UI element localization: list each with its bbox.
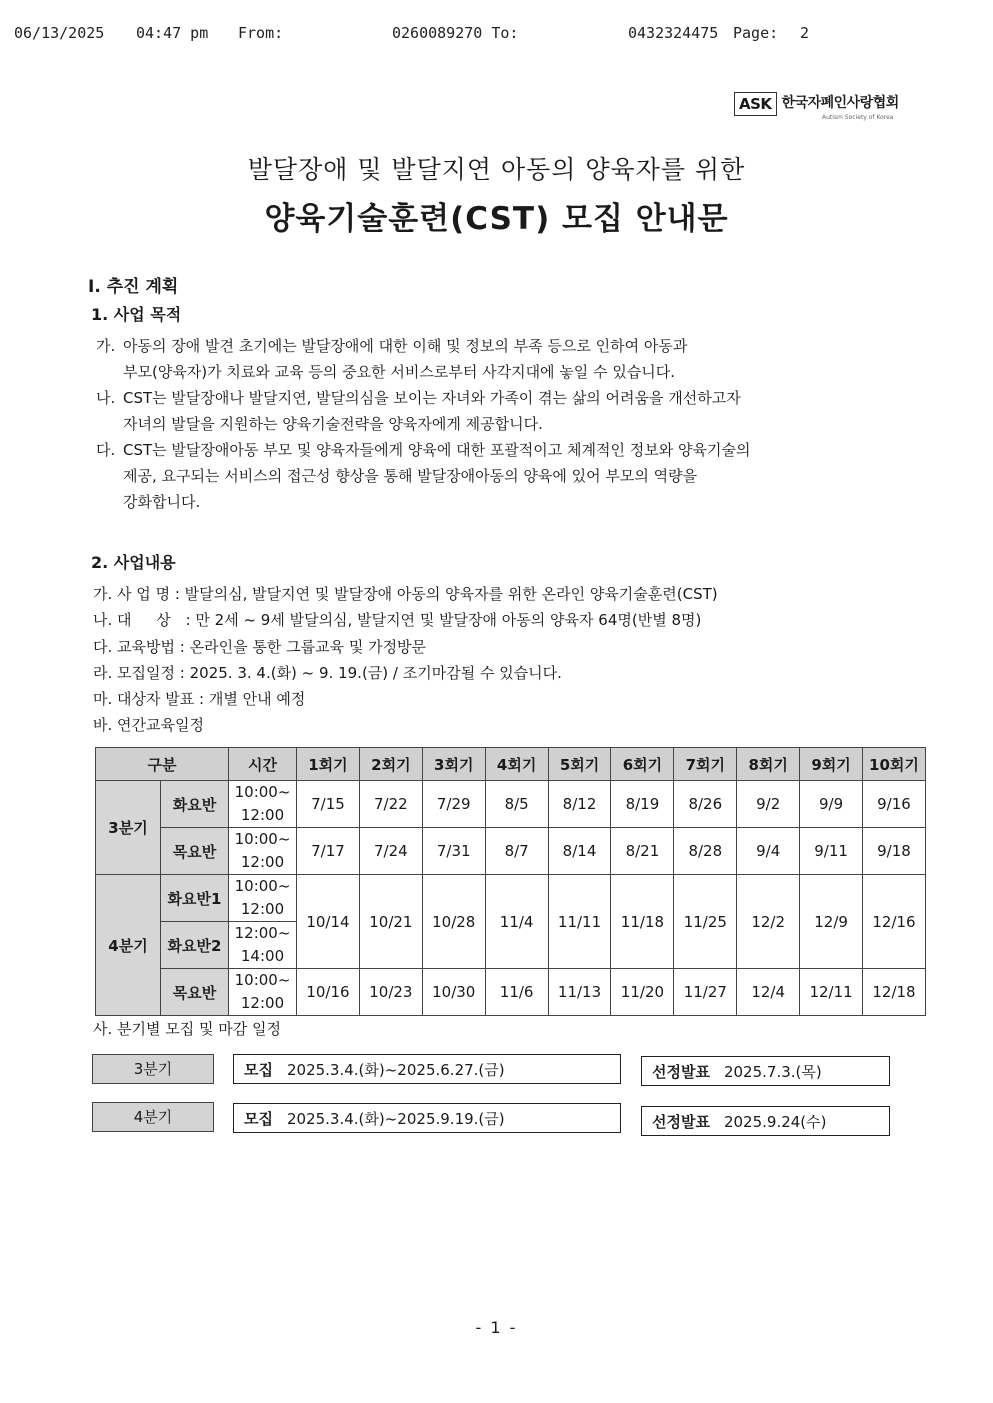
fax-from-number: 0260089270 To: — [392, 24, 519, 42]
session-date: 8/12 — [548, 781, 611, 828]
time-start: 10:00~ — [234, 971, 291, 989]
item-marker: 다. — [96, 441, 116, 459]
class-time — [229, 828, 297, 875]
session-date: 11/4 — [485, 875, 548, 969]
quarter-label: 4분기 — [96, 875, 161, 1016]
fax-to-number: 0432324475 — [628, 24, 719, 42]
class-label: 화요반 — [161, 781, 229, 828]
item-marker: 라. — [93, 663, 113, 682]
recruit-period: 2025.3.4.(화)~2025.6.27.(금) — [286, 1061, 505, 1079]
subsection-heading-purpose: 1. 사업 목적 — [91, 305, 182, 324]
item-value: 2025. 3. 4.(화) ~ 9. 19.(금) / 조기마감될 수 있습니다. — [189, 663, 562, 682]
time-end: 12:00 — [240, 853, 285, 871]
session-date: 8/5 — [485, 781, 548, 828]
item-marker: 나. — [96, 389, 116, 407]
header-session: 10회기 — [863, 748, 926, 781]
item-label: 대 상 — [117, 611, 181, 630]
class-label: 화요반2 — [161, 922, 229, 969]
table-row — [96, 969, 926, 1016]
recruit-heading-text: 사. 분기별 모집 및 마감 일정 — [93, 1020, 281, 1038]
item-label: 모집일정 — [117, 663, 176, 682]
fax-date: 06/13/2025 — [14, 24, 105, 42]
session-date: 9/11 — [800, 828, 863, 875]
session-date: 8/26 — [674, 781, 737, 828]
session-date: 8/19 — [611, 781, 674, 828]
session-date: 7/24 — [359, 828, 422, 875]
item-marker: 가. — [93, 585, 113, 603]
session-date: 9/18 — [863, 828, 926, 875]
purpose-item — [96, 437, 916, 515]
time-end: 12:00 — [240, 900, 285, 918]
recruit-label: 모집 — [244, 1061, 273, 1079]
session-date: 10/28 — [422, 875, 485, 969]
fax-from-label: From: — [238, 24, 284, 42]
announce-date: 2025.7.3.(목) — [723, 1063, 822, 1081]
announce-box — [641, 1106, 890, 1136]
item-value: 만 2세 ~ 9세 발달의심, 발달지연 및 발달장애 아동의 양육자 64명(반별 8명) — [195, 611, 702, 630]
session-date: 11/18 — [611, 875, 674, 969]
announce-label: 선정발표 — [652, 1113, 710, 1131]
recruit-label: 모집 — [244, 1110, 273, 1128]
class-time — [229, 969, 297, 1016]
header-session: 7회기 — [674, 748, 737, 781]
session-date: 7/29 — [422, 781, 485, 828]
session-date: 12/2 — [737, 875, 800, 969]
session-date: 9/16 — [863, 781, 926, 828]
session-date: 12/18 — [863, 969, 926, 1016]
session-date: 10/23 — [359, 969, 422, 1016]
header-session: 1회기 — [297, 748, 360, 781]
logo-tagline: Autism Society of Korea — [822, 114, 894, 121]
document-title: 양육기술훈련(CST) 모집 안내문 — [264, 201, 729, 237]
paragraph-line: 아동의 장애 발견 초기에는 발달장애에 대한 이해 및 정보의 부족 등으로 인하여 아동과 — [123, 337, 688, 355]
session-date: 7/31 — [422, 828, 485, 875]
paragraph-line: 강화합니다. — [123, 493, 201, 511]
session-date: 10/14 — [297, 875, 360, 969]
header-session: 9회기 — [800, 748, 863, 781]
session-date: 11/27 — [674, 969, 737, 1016]
table-row — [96, 781, 926, 828]
item-marker: 마. — [93, 690, 113, 709]
fax-page-number: 2 — [800, 24, 810, 42]
header-session: 4회기 — [485, 748, 548, 781]
item-marker: 나. — [93, 611, 113, 630]
session-date: 9/4 — [737, 828, 800, 875]
fax-page-label: Page: — [733, 24, 779, 42]
header-time: 시간 — [229, 748, 297, 781]
purpose-item — [96, 333, 916, 385]
table-row — [96, 828, 926, 875]
session-date: 8/14 — [548, 828, 611, 875]
item-label: 대상자 발표 — [117, 690, 195, 709]
announce-box — [641, 1056, 890, 1086]
paragraph-line: 자녀의 발달을 지원하는 양육기술전략을 양육자에게 제공합니다. — [123, 415, 543, 433]
session-date: 7/22 — [359, 781, 422, 828]
session-date: 11/20 — [611, 969, 674, 1016]
class-time — [229, 781, 297, 828]
purpose-item — [96, 385, 916, 437]
session-date: 9/2 — [737, 781, 800, 828]
session-date: 10/16 — [297, 969, 360, 1016]
content-item: 라. 모집일정 : 2025. 3. 4.(화) ~ 9. 19.(금) / 조기마감될 수 있습니다. — [93, 663, 562, 682]
content-item: 가. 사 업 명 : 발달의심, 발달지연 및 발달장애 아동의 양육자를 위한 온라인 양육기술훈련(CST) — [93, 585, 718, 603]
page-number: - 1 - — [475, 1318, 518, 1337]
session-date: 7/17 — [297, 828, 360, 875]
header-group: 구분 — [96, 748, 229, 781]
item-value: 개별 안내 예정 — [208, 690, 306, 709]
class-label: 목요반 — [161, 969, 229, 1016]
item-marker: 다. — [93, 637, 113, 656]
time-end: 14:00 — [240, 947, 285, 965]
session-date: 8/21 — [611, 828, 674, 875]
session-date: 10/21 — [359, 875, 422, 969]
header-session: 8회기 — [737, 748, 800, 781]
content-item: 마. 대상자 발표 : 개별 안내 예정 — [93, 690, 306, 709]
header-session: 3회기 — [422, 748, 485, 781]
session-date: 11/11 — [548, 875, 611, 969]
time-start: 10:00~ — [234, 830, 291, 848]
item-label: 교육방법 — [117, 637, 176, 656]
time-start: 12:00~ — [234, 924, 291, 942]
item-label: 사 업 명 — [117, 585, 171, 603]
class-time — [229, 922, 297, 969]
session-date: 11/6 — [485, 969, 548, 1016]
header-session: 6회기 — [611, 748, 674, 781]
announce-date: 2025.9.24(수) — [723, 1113, 827, 1131]
table-header-row — [96, 748, 926, 781]
content-item: 나. 대 상 : 만 2세 ~ 9세 발달의심, 발달지연 및 발달장애 아동의 양육자 64명(반별 8명) — [93, 611, 702, 630]
annual-schedule-table — [95, 747, 926, 1016]
time-end: 12:00 — [240, 994, 285, 1012]
organization-logo — [734, 92, 899, 121]
session-date: 12/9 — [800, 875, 863, 969]
purpose-paragraphs — [96, 333, 916, 515]
session-date: 12/16 — [863, 875, 926, 969]
subsection-heading-content: 2. 사업내용 — [91, 553, 176, 572]
paragraph-line: 부모(양육자)가 치료와 교육 등의 중요한 서비스로부터 사각지대에 놓일 수 있습니다. — [123, 363, 676, 381]
session-date: 8/7 — [485, 828, 548, 875]
recruit-period-box — [233, 1103, 621, 1133]
class-label: 화요반1 — [161, 875, 229, 922]
item-label: 연간교육일정 — [117, 716, 204, 735]
session-date: 7/15 — [297, 781, 360, 828]
session-date: 9/9 — [800, 781, 863, 828]
quarter-badge: 4분기 — [92, 1102, 214, 1132]
logo-name: 한국자폐인사랑협회 — [781, 95, 899, 111]
class-label: 목요반 — [161, 828, 229, 875]
paragraph-line: CST는 발달장애나 발달지연, 발달의심을 보이는 자녀와 가족이 겪는 삶의 어려움을 개선하고자 — [123, 389, 741, 407]
header-session: 5회기 — [548, 748, 611, 781]
fax-time: 04:47 pm — [136, 24, 209, 42]
session-date: 8/28 — [674, 828, 737, 875]
recruit-period-box — [233, 1054, 621, 1084]
item-value: 발달의심, 발달지연 및 발달장애 아동의 양육자를 위한 온라인 양육기술훈련(CST) — [184, 585, 718, 603]
session-date: 12/4 — [737, 969, 800, 1016]
table-row — [96, 875, 926, 922]
session-date: 11/25 — [674, 875, 737, 969]
time-end: 12:00 — [240, 806, 285, 824]
item-marker: 가. — [96, 337, 116, 355]
quarter-badge: 3분기 — [92, 1054, 214, 1084]
recruit-period: 2025.3.4.(화)~2025.9.19.(금) — [286, 1110, 505, 1128]
content-item: 다. 교육방법 : 온라인을 통한 그룹교육 및 가정방문 — [93, 637, 427, 656]
recruit-heading — [93, 1016, 281, 1042]
item-marker: 바. — [93, 716, 113, 735]
class-time — [229, 875, 297, 922]
item-value: 온라인을 통한 그룹교육 및 가정방문 — [189, 637, 427, 656]
paragraph-line: CST는 발달장애아동 부모 및 양육자들에게 양육에 대한 포괄적이고 체계적인 정보와 양육기술의 — [123, 441, 751, 459]
session-date: 10/30 — [422, 969, 485, 1016]
fax-header — [0, 24, 993, 44]
session-date: 11/13 — [548, 969, 611, 1016]
paragraph-line: 제공, 요구되는 서비스의 접근성 향상을 통해 발달장애아동의 양육에 있어 부모의 역량을 — [123, 467, 698, 485]
content-items — [93, 581, 718, 739]
time-start: 10:00~ — [234, 783, 291, 801]
time-start: 10:00~ — [234, 877, 291, 895]
quarter-label: 3분기 — [96, 781, 161, 875]
announce-label: 선정발표 — [652, 1063, 710, 1081]
document-subtitle: 발달장애 및 발달지연 아동의 양육자를 위한 — [247, 155, 746, 184]
logo-abbr: ASK — [734, 92, 777, 116]
section-heading: Ⅰ. 추진 계획 — [88, 277, 179, 297]
session-date: 12/11 — [800, 969, 863, 1016]
content-item — [93, 712, 718, 738]
header-session: 2회기 — [359, 748, 422, 781]
